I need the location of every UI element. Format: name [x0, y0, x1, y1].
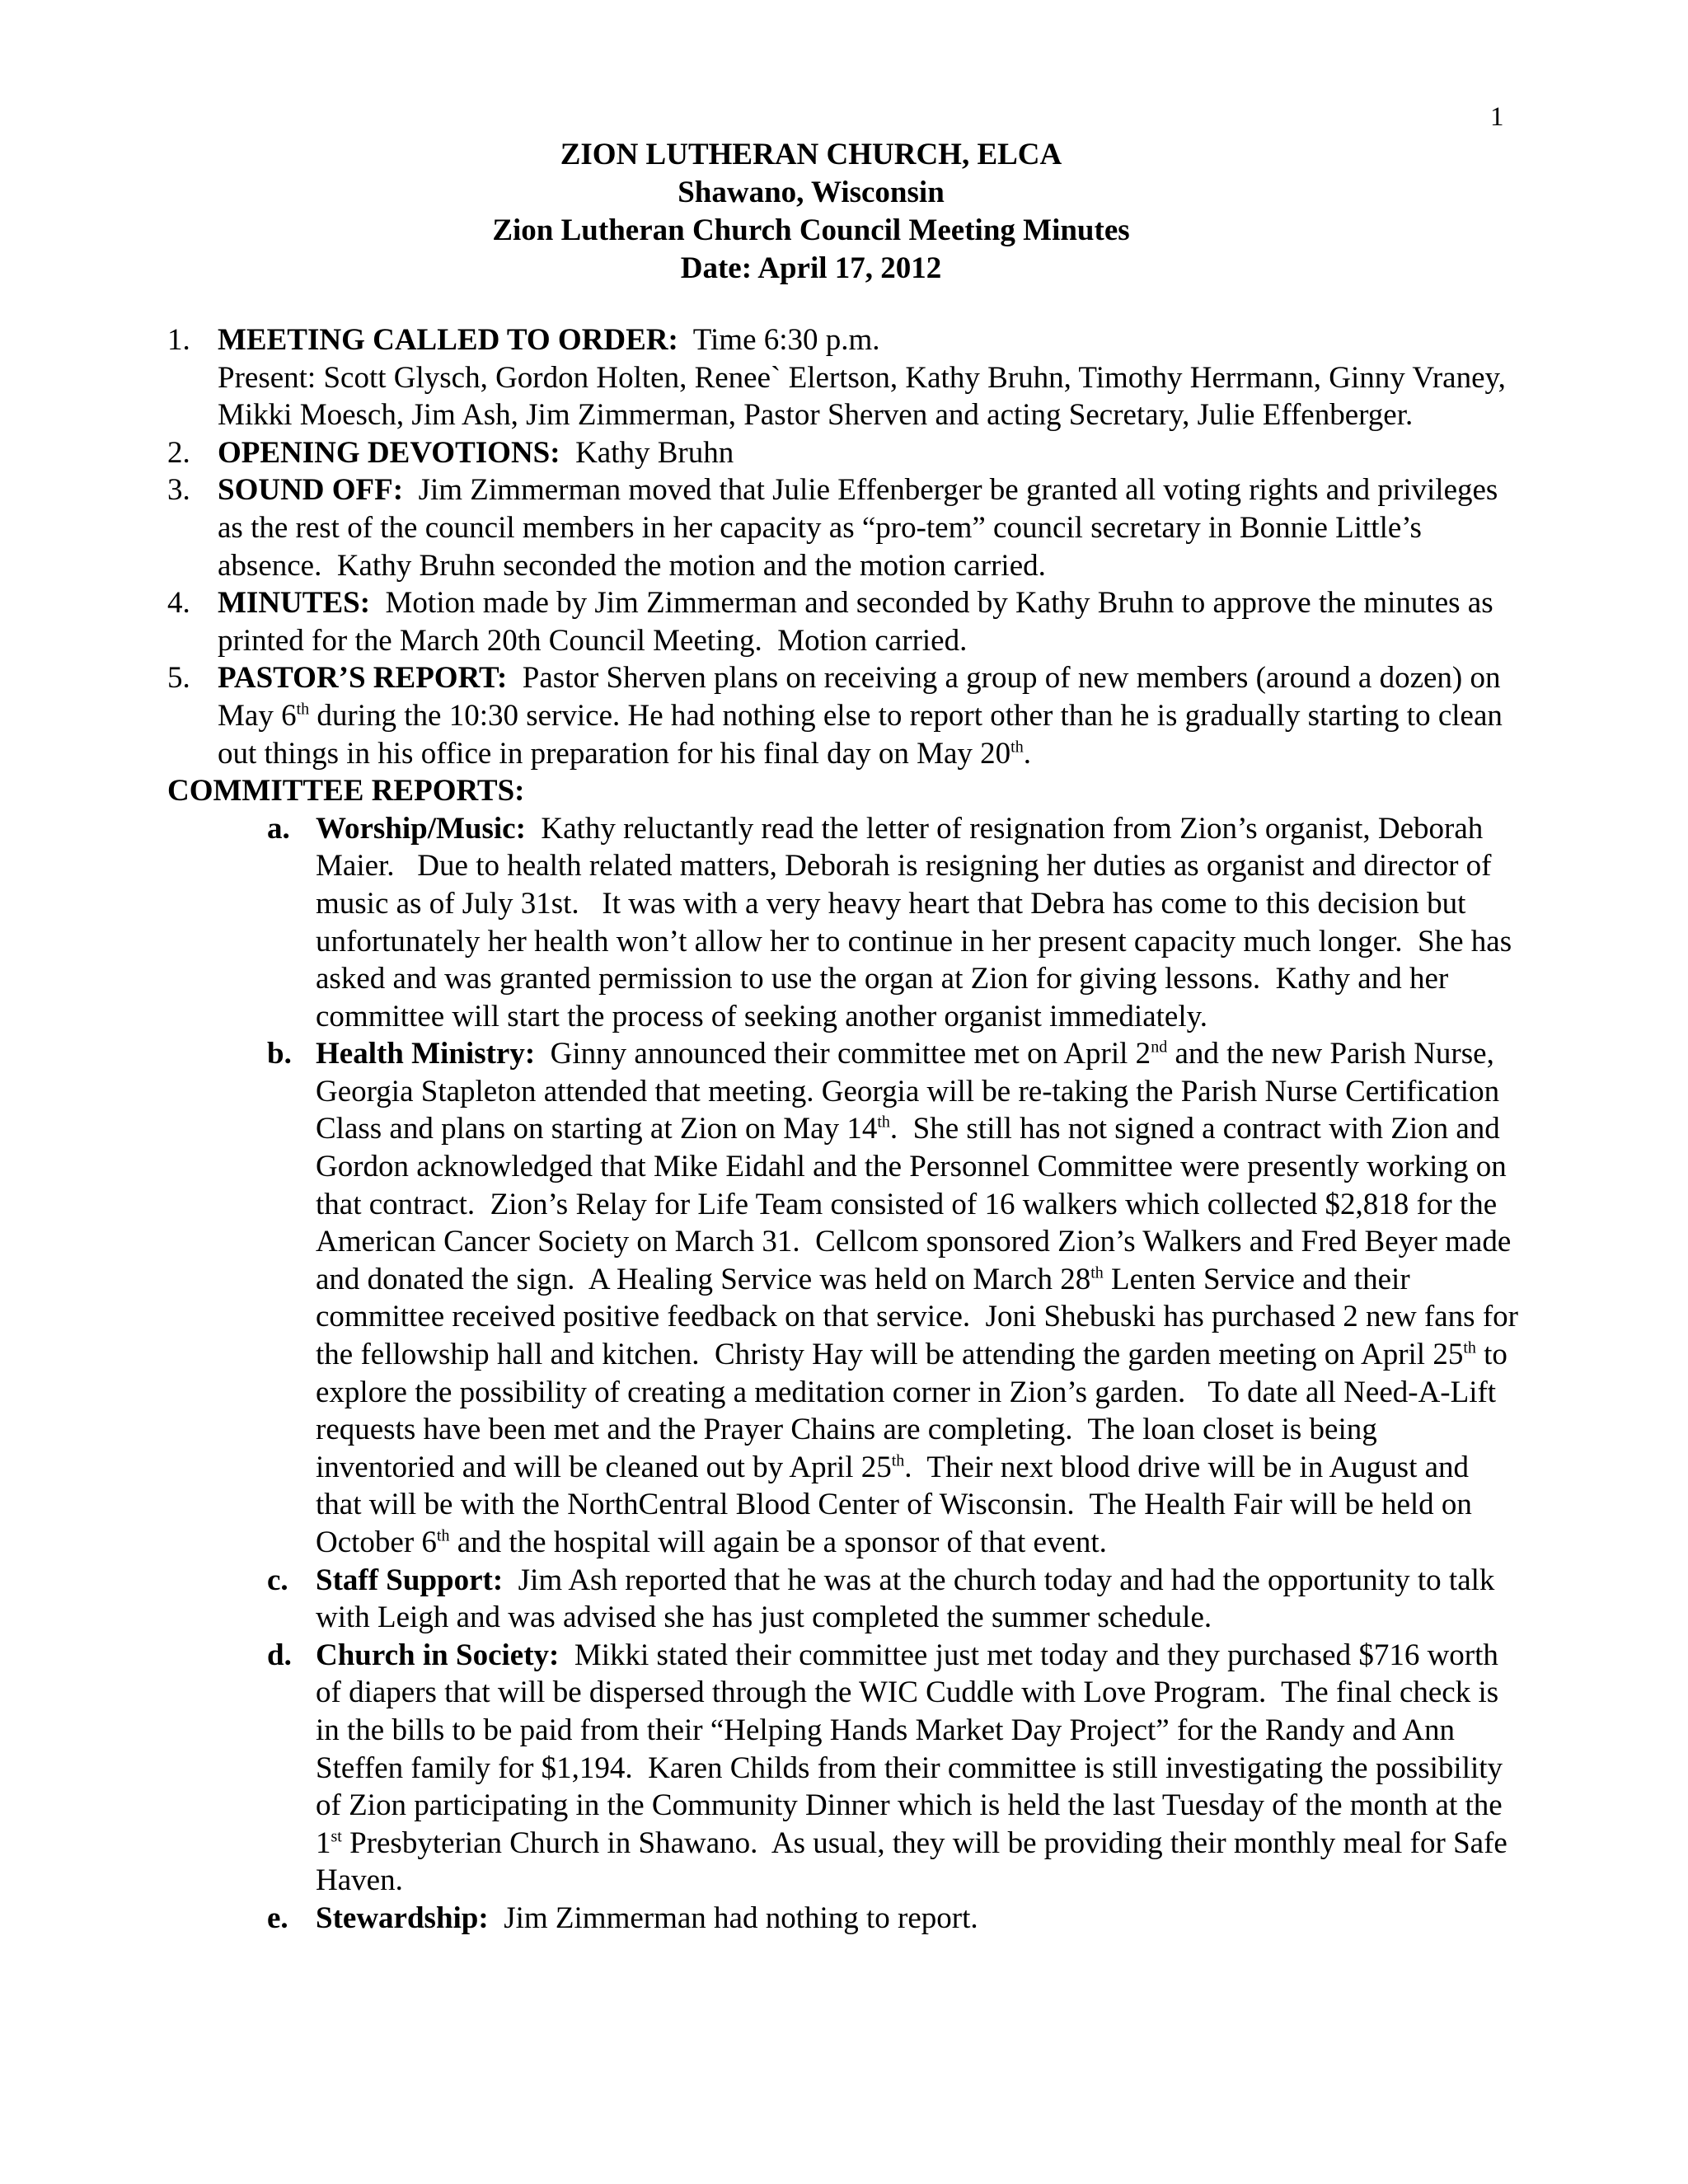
item-pastors-report [167, 659, 1519, 772]
minutes-body [167, 321, 1526, 1938]
ordinal-suffix: th [891, 1451, 905, 1470]
item-heading: PASTOR’S REPORT: [218, 661, 508, 696]
report-text: . Their next blood drive will be in August and that will be with the NorthCentral Blood Center of Wisconsin. The Health Fair will be held on October 6 [316, 1450, 1480, 1559]
item-text: . [1023, 736, 1031, 771]
church-location: Shawano, Wisconsin [678, 176, 945, 209]
item-heading: MEETING CALLED TO ORDER: [218, 323, 678, 357]
report-letter: b. [267, 1037, 292, 1071]
report-text: and the hospital will again be a sponsor of that event. [449, 1526, 1107, 1559]
report-heading: Worship/Music: [316, 811, 526, 846]
report-heading: Church in Society: [316, 1638, 560, 1672]
item-heading: MINUTES: [218, 586, 371, 621]
report-church-in-society [267, 1637, 1519, 1900]
report-stewardship [267, 1900, 1519, 1938]
item-number: 5. [167, 661, 190, 696]
report-heading: Staff Support: [316, 1563, 504, 1597]
ordinal-suffix: st [331, 1827, 342, 1846]
ordinal-suffix: th [1463, 1338, 1476, 1357]
item-heading: OPENING DEVOTIONS: [218, 435, 560, 470]
ordinal-suffix: th [436, 1526, 450, 1545]
report-text: and the new Parish Nurse, Georgia Stapleton attended that meeting. Georgia will be re-taking the Parish Nurse Certification Class and plans on starting at Zion on May 14 [316, 1037, 1500, 1146]
item-text: Pastor Sherven plans on receiving a group of new members (around a dozen) on May 6 [218, 661, 1508, 733]
ordinal-suffix: th [296, 700, 310, 719]
report-letter: e. [267, 1900, 288, 1935]
report-text: Ginny announced their committee met on April 2 [535, 1037, 1151, 1071]
report-text: Kathy reluctantly read the letter of resignation from Zion’s organist, Deborah Maier. Due to health related matters, Deborah is resigning her duties as organist and director of music as of July 31st. It was with a very heavy heart that Debra has come to this decision but unfortunately her health won’t allow her to continue in her present capacity much longer. She has asked and was granted permission to use the organ at Zion for giving lessons. Kathy and her committee will start the process of seeking another organist immediately. [316, 811, 1520, 1033]
item-opening-devotions [167, 434, 1519, 472]
report-letter: d. [267, 1638, 292, 1672]
report-heading: Stewardship: [316, 1900, 489, 1935]
report-heading: Health Ministry: [316, 1037, 536, 1071]
item-heading: SOUND OFF: [218, 473, 404, 508]
item-text: Kathy Bruhn [560, 435, 734, 470]
report-text: Lenten Service and their committee received positive feedback on that service. Joni Shebuski has purchased 2 new fans for the fellowship hall and kitchen. Christy Hay will be attending the garden meeting on April 25 [316, 1262, 1526, 1372]
ordinal-suffix: th [1090, 1263, 1104, 1282]
report-staff-support [267, 1562, 1519, 1637]
committee-reports-list [267, 810, 1526, 1938]
page-number: 1 [1490, 102, 1504, 132]
report-text: Mikki stated their committee just met today and they purchased $716 worth of diapers that will be dispersed through the WIC Cuddle with Love Program. The final check is in the bills to be paid from their “Helping Hands Market Day Project” for the Randy and Ann Steffen family for $1,194. Karen Childs from their committee is still investigating the possibility of Zion participating in the Community Dinner which is held the last Tuesday of the month at the 1 [316, 1638, 1511, 1860]
ordinal-suffix: th [1010, 738, 1024, 757]
report-text: to explore the possibility of creating a meditation corner in Zion’s garden. To date all Need-A-Lift requests have been met and the Prayer Chains are completing. The loan closet is being inventoried and will be cleaned out by April 25 [316, 1338, 1516, 1484]
report-text: . She still has not signed a contract with Zion and Gordon acknowledged that Mike Eidahl and the Personnel Committee were presently working on that contract. Zion’s Relay for Life Team consisted of 16 walkers which collected $2,818 for the American Cancer Society on March 31. Cellcom sponsored Zion’s Walkers and Fred Beyer made and donated the sign. A Healing Service was held on March 28 [316, 1112, 1519, 1296]
document-title: Zion Lutheran Church Council Meeting Minutes [492, 213, 1130, 247]
committee-reports-heading: COMMITTEE REPORTS: [167, 774, 525, 808]
item-number: 4. [167, 586, 190, 621]
report-letter: c. [267, 1563, 288, 1597]
item-text: Time 6:30 p.m. [678, 323, 880, 357]
church-name: ZION LUTHERAN CHURCH, ELCA [560, 138, 1062, 171]
report-text: Presbyterian Church in Shawano. As usual, they will be providing their monthly meal for Safe Haven. [316, 1825, 1516, 1898]
item-number: 2. [167, 435, 190, 470]
report-text: Jim Zimmerman had nothing to report. [488, 1900, 978, 1935]
item-text: Motion made by Jim Zimmerman and seconded by Kathy Bruhn to approve the minutes as printed for the March 20th Council Meeting. Motion carried. [218, 586, 1501, 658]
report-worship-music [267, 810, 1519, 1036]
item-text: Jim Zimmerman moved that Julie Effenberger be granted all voting rights and privileges as the rest of the council members in her capacity as “pro-tem” council secretary in Bonnie Little’s absence. Kathy Bruhn seconded the motion and the motion carried. [218, 473, 1506, 583]
report-letter: a. [267, 811, 290, 846]
ordinal-suffix: nd [1151, 1038, 1168, 1057]
item-number: 3. [167, 473, 190, 508]
meeting-date: Date: April 17, 2012 [680, 251, 942, 285]
item-number: 1. [167, 323, 190, 357]
item-text: during the 10:30 service. He had nothing else to report other than he is gradually starting to clean out things in his office in preparation for his final day on May 20 [218, 698, 1503, 771]
item-minutes [167, 584, 1519, 659]
report-health-ministry [267, 1035, 1526, 1561]
item-sound-off [167, 471, 1519, 584]
document-header [0, 136, 1622, 288]
attendees-present: Present: Scott Glysch, Gordon Holten, Renee` Elertson, Kathy Bruhn, Timothy Herrmann, Ginny Vraney, Mikki Moesch, Jim Ash, Jim Zimmerman, Pastor Sherven and acting Secretary, Julie Effenberger. [218, 360, 1506, 433]
report-text: Jim Ash reported that he was at the church today and had the opportunity to talk with Leigh and was advised she has just completed the summer schedule. [316, 1563, 1503, 1635]
ordinal-suffix: th [877, 1113, 890, 1132]
item-call-to-order [167, 321, 1519, 434]
